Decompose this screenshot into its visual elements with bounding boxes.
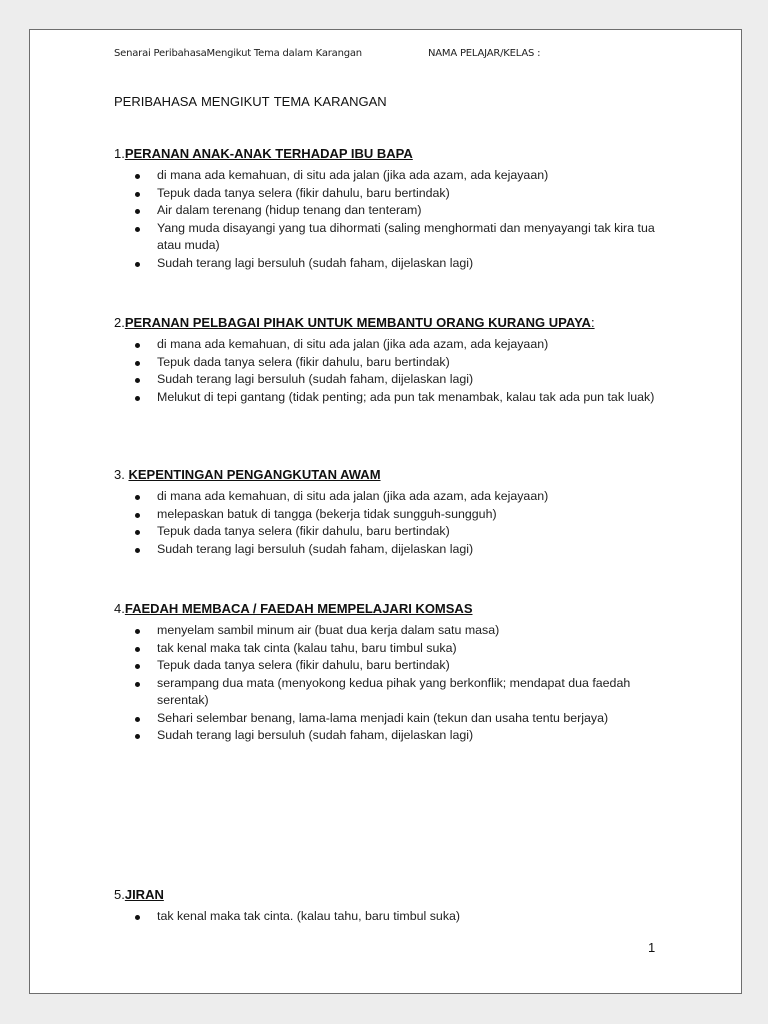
section-heading [114, 887, 674, 902]
section [114, 146, 674, 272]
list-item [114, 541, 674, 559]
bullet-icon [135, 513, 140, 518]
list-item [114, 727, 674, 745]
bullet-icon [135, 734, 140, 739]
list-item [114, 710, 674, 728]
header-title: Senarai PeribahasaMengikut Tema dalam Karangan [114, 48, 362, 59]
list-item [114, 488, 674, 506]
proverb-text: Yang muda disayangi yang tua dihormati (saling menghormati dan menyayangi tak kira tua atau muda) [157, 220, 655, 252]
section [114, 601, 674, 745]
proverb-text: tak kenal maka tak cinta (kalau tahu, baru timbul suka) [157, 640, 457, 655]
proverb-text: Sudah terang lagi bersuluh (sudah faham, dijelaskan lagi) [157, 728, 474, 742]
list-item [114, 202, 674, 220]
document-page [29, 29, 742, 994]
section-title: KEPENTINGAN PENGANGKUTAN AWAM [128, 467, 381, 482]
proverb-text: Melukut di tepi gantang (tidak penting; ada pun tak menambak, kalau tak ada pun tak luak) [157, 389, 655, 404]
list-item [114, 336, 674, 354]
list-item [114, 371, 674, 389]
section [114, 467, 674, 558]
bullet-icon [135, 361, 140, 366]
section-title-suffix: : [590, 315, 595, 330]
section-heading [114, 467, 674, 482]
proverb-text: Sudah terang lagi bersuluh (sudah faham, dijelaskan lagi) [157, 255, 474, 270]
proverb-text: Tepuk dada tanya selera (fikir dahulu, baru bertindak) [157, 524, 450, 538]
section-number: 2. [114, 315, 125, 330]
list-item [114, 354, 674, 372]
section-title: PERANAN PELBAGAI PIHAK UNTUK MEMBANTU ORANG KURANG UPAYA [124, 315, 591, 330]
bullet-icon [135, 209, 140, 214]
bullet-icon [135, 396, 140, 401]
proverb-text: di mana ada kemahuan, di situ ada jalan (jika ada azam, ada kejayaan) [157, 489, 549, 503]
section-number: 1. [114, 146, 125, 161]
section [114, 315, 674, 406]
list-item [114, 657, 674, 675]
proverb-list [114, 908, 674, 926]
bullet-icon [135, 227, 140, 232]
section-title: FAEDAH MEMBACA / FAEDAH MEMPELAJARI KOMSAS [124, 601, 473, 616]
bullet-icon [135, 664, 140, 669]
proverb-text: serampang dua mata (menyokong kedua pihak yang berkonflik; mendapat dua faedah serentak) [157, 675, 631, 707]
bullet-icon [135, 682, 140, 687]
bullet-icon [135, 915, 140, 920]
section-heading [114, 146, 674, 161]
bullet-icon [135, 629, 140, 634]
section [114, 887, 674, 926]
page-number: 1 [648, 940, 656, 955]
proverb-list [114, 622, 674, 745]
section-number: 4. [114, 601, 125, 616]
proverb-text: Sehari selembar benang, lama-lama menjadi kain (tekun dan usaha tentu berjaya) [157, 710, 609, 725]
proverb-text: melepaskan batuk di tangga (bekerja tidak sungguh-sungguh) [157, 506, 497, 521]
section-title: PERANAN ANAK-ANAK TERHADAP IBU BAPA [124, 146, 413, 161]
proverb-text: tak kenal maka tak cinta. (kalau tahu, baru timbul suka) [157, 909, 461, 923]
proverb-text: di mana ada kemahuan, di situ ada jalan (jika ada azam, ada kejayaan) [157, 337, 549, 351]
list-item [114, 506, 674, 524]
section-number: 3. [114, 467, 129, 482]
proverb-text: Tepuk dada tanya selera (fikir dahulu, baru bertindak) [157, 185, 450, 200]
bullet-icon [135, 192, 140, 197]
header-student-field: NAMA PELAJAR/KELAS : [428, 48, 541, 59]
bullet-icon [135, 262, 140, 267]
list-item [114, 675, 674, 710]
list-item [114, 622, 674, 640]
list-item [114, 389, 674, 407]
section-heading [114, 601, 674, 616]
bullet-icon [135, 530, 140, 535]
proverb-list [114, 488, 674, 558]
bullet-icon [135, 495, 140, 500]
bullet-icon [135, 378, 140, 383]
list-item [114, 523, 674, 541]
bullet-icon [135, 548, 140, 553]
proverb-text: Sudah terang lagi bersuluh (sudah faham, dijelaskan lagi) [157, 541, 474, 556]
list-item [114, 220, 674, 255]
list-item [114, 255, 674, 273]
section-number: 5. [114, 887, 125, 902]
list-item [114, 640, 674, 658]
list-item [114, 185, 674, 203]
proverb-text: di mana ada kemahuan, di situ ada jalan (jika ada azam, ada kejayaan) [157, 168, 549, 182]
bullet-icon [135, 647, 140, 652]
proverb-text: Air dalam terenang (hidup tenang dan tenteram) [157, 203, 422, 217]
list-item [114, 167, 674, 185]
proverb-text: Tepuk dada tanya selera (fikir dahulu, baru bertindak) [157, 354, 450, 369]
bullet-icon [135, 174, 140, 179]
proverb-list [114, 167, 674, 272]
bullet-icon [135, 717, 140, 722]
document-title: PERIBAHASA MENGIKUT TEMA KARANGAN [114, 94, 387, 109]
proverb-text: Tepuk dada tanya selera (fikir dahulu, baru bertindak) [157, 658, 450, 672]
section-title: JIRAN [124, 887, 164, 902]
list-item [114, 908, 674, 926]
section-heading [114, 315, 674, 330]
proverb-text: menyelam sambil minum air (buat dua kerja dalam satu masa) [157, 623, 500, 637]
proverb-list [114, 336, 674, 406]
bullet-icon [135, 343, 140, 348]
proverb-text: Sudah terang lagi bersuluh (sudah faham, dijelaskan lagi) [157, 372, 474, 386]
